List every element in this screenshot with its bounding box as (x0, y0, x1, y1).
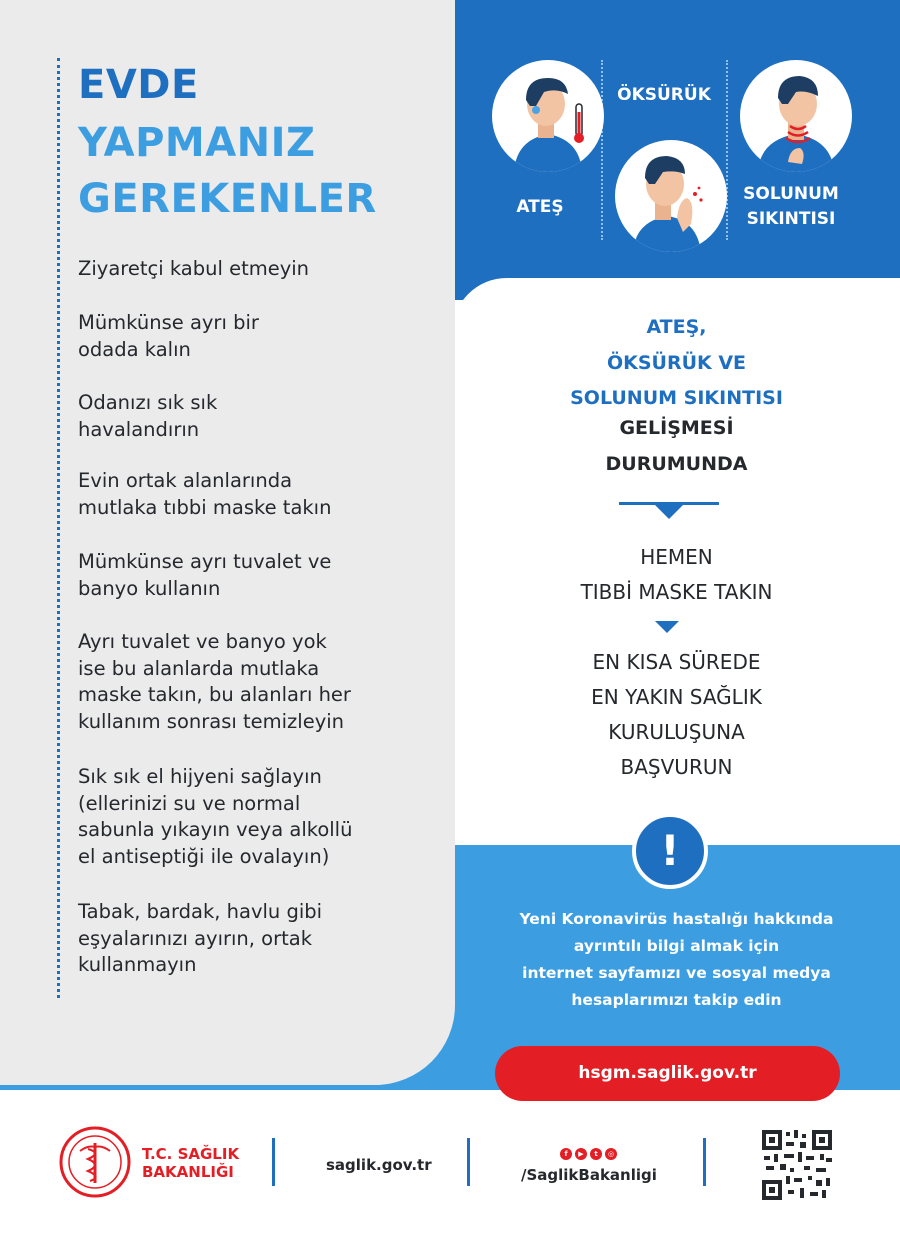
footer-divider (272, 1138, 275, 1186)
exclamation-icon: ! (632, 813, 708, 889)
twitter-icon[interactable]: t (590, 1148, 602, 1160)
cough-illustration (615, 140, 727, 252)
breathing-illustration (740, 60, 852, 172)
fever-illustration (492, 60, 604, 172)
qr-code (760, 1128, 834, 1202)
facebook-icon[interactable]: f (560, 1148, 572, 1160)
social-icons (560, 1148, 617, 1160)
symptom-breathing-label: SOLUNUM SIKINTISI (743, 184, 839, 229)
rule-item: Mümkünse ayrı bir odada kalın (78, 311, 259, 361)
social-handle[interactable]: /SaglikBakanligi (521, 1166, 657, 1184)
dotted-divider (57, 58, 60, 998)
rule-item: Evin ortak alanlarında mutlaka tıbbi maske takın (78, 469, 332, 519)
fever-icon (492, 60, 604, 172)
rule-item: Ayrı tuvalet ve banyo yok ise bu alanlarda mutlaka maske takın, bu alanları her kullanım sonrası temizleyin (78, 630, 351, 733)
step-wear-mask: HEMEN TIBBİ MASKE TAKIN (580, 545, 773, 604)
website-link-button[interactable]: hsgm.saglik.gov.tr (495, 1046, 840, 1101)
rule-item: Odanızı sık sık havalandırın (78, 391, 218, 441)
symptom-fever-label: ATEŞ (516, 197, 564, 217)
org-name: T.C. SAĞLIK BAKANLIĞI (142, 1145, 240, 1181)
symptom-condition: ATEŞ, ÖKSÜRÜK VE SOLUNUM SIKINTISI (570, 316, 783, 409)
step-visit-health-facility: EN KISA SÜREDE EN YAKIN SAĞLIK KURULUŞUNA BAŞVURUN (591, 650, 762, 779)
website-text[interactable]: saglik.gov.tr (326, 1156, 432, 1174)
cough-icon (615, 140, 727, 252)
title-line-3: GEREKENLER (78, 176, 377, 222)
rule-item: Mümkünse ayrı tuvalet ve banyo kullanın (78, 550, 332, 600)
title-line-1: EVDE (78, 62, 199, 108)
breathing-difficulty-icon (740, 60, 852, 172)
title-line-2: YAPMANIZ (78, 120, 316, 166)
arrow-down-icon (655, 621, 679, 633)
footer-divider (703, 1138, 706, 1186)
dotted-separator (726, 60, 728, 240)
rule-item: Tabak, bardak, havlu gibi eşyalarınızı ayırın, ortak kullanmayın (78, 900, 323, 976)
condition-suffix: GELİŞMESİ DURUMUNDA (605, 417, 748, 475)
arrow-down-icon (655, 505, 683, 519)
footer-divider (467, 1138, 470, 1186)
instagram-icon[interactable]: ◎ (605, 1148, 617, 1160)
youtube-icon[interactable]: ▶ (575, 1148, 587, 1160)
info-text: Yeni Koronavirüs hastalığı hakkında ayrıntılı bilgi almak için internet sayfamızı ve sosyal medya hesaplarımızı takip edin (519, 910, 834, 1009)
symptom-cough-label: ÖKSÜRÜK (617, 85, 711, 105)
ministry-logo (58, 1125, 132, 1199)
rule-item: Ziyaretçi kabul etmeyin (78, 257, 310, 280)
rule-item: Sık sık el hijyeni sağlayın (ellerinizi su ve normal sabunla yıkayın veya alkollü el antiseptiği ile ovalayın) (78, 765, 353, 868)
